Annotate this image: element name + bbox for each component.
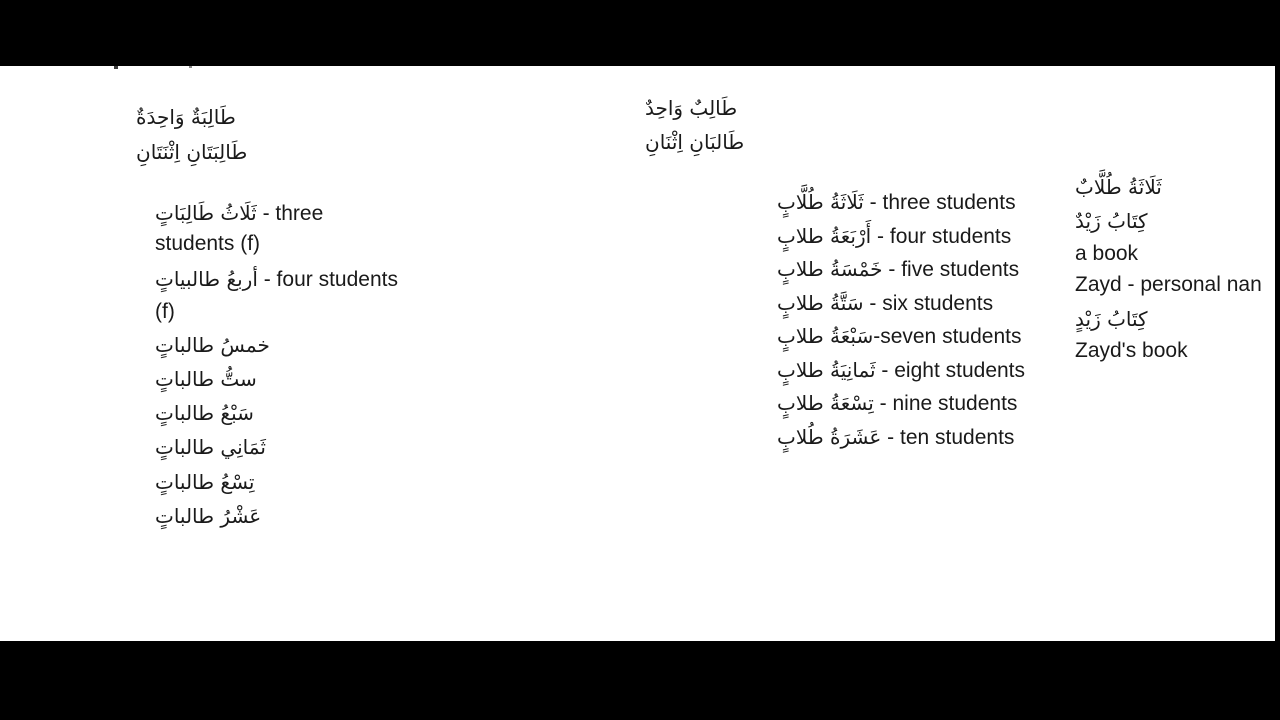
female-item-english: - three <box>256 202 324 225</box>
male-item-english: - eight students <box>875 359 1026 382</box>
male-item-arabic: أَرْبَعَةُ طلابٍ <box>777 224 872 248</box>
right-arabic-text: ثَلَاثَةُ طُلَّابٌ <box>1075 175 1162 199</box>
male-list-item <box>777 254 1019 285</box>
right-line <box>1075 172 1162 203</box>
male-list-item <box>777 221 1011 252</box>
male-list-item <box>777 388 1017 419</box>
female-list-item <box>155 467 254 498</box>
female-item-arabic: سَبْعُ طالباتٍ <box>155 401 254 425</box>
male-item-arabic: خَمْسَةُ طلابٍ <box>777 257 883 281</box>
female-item-arabic: ثَمَانِي طالباتٍ <box>155 435 266 459</box>
female-item-arabic: ستُّ طالباتٍ <box>155 367 257 391</box>
female-item-arabic: خمسُ طالباتٍ <box>155 333 270 357</box>
male-item-english: - five students <box>882 258 1020 281</box>
right-english-text: Zayd's book <box>1075 339 1188 362</box>
male-list-item <box>777 355 1025 386</box>
female-item-english-cont: students (f) <box>155 232 261 255</box>
male-item-arabic: سَتَّةُ طلابٍ <box>777 291 864 315</box>
right-line <box>1075 304 1148 335</box>
male-item-arabic: عَشَرَةُ طُلابٍ <box>777 425 882 449</box>
female-list-item <box>155 264 398 295</box>
right-arabic-text: كِتَابُ زَيْدٌ <box>1075 209 1148 233</box>
female-one-line <box>136 102 236 133</box>
female-list-item <box>155 364 257 395</box>
male-item-arabic: تِسْعَةُ طلابٍ <box>777 391 874 415</box>
male-list-item <box>777 187 1016 218</box>
female-list-item <box>155 330 270 361</box>
male-item-arabic: سَبْعَةُ طلابٍ <box>777 324 874 348</box>
female-list-item-cont <box>155 229 260 259</box>
male-one-line <box>645 93 737 124</box>
male-item-arabic: ثَلَاثَةُ طُلَّابٍ <box>777 190 864 214</box>
female-one-text: طَالِبَةٌ وَاحِدَةٌ <box>136 105 236 129</box>
female-list-item <box>155 398 254 429</box>
right-line <box>1075 336 1188 366</box>
right-line <box>1075 239 1138 269</box>
right-line <box>1075 206 1148 237</box>
male-two-line <box>645 127 744 158</box>
male-list-item <box>777 422 1014 453</box>
right-arabic-text: كِتَابُ زَيْدٍ <box>1075 307 1148 331</box>
cursor-mark <box>114 66 118 69</box>
female-item-arabic: أربعُ طالبياتٍ <box>155 267 258 291</box>
female-item-arabic: تِسْعُ طالباتٍ <box>155 470 255 494</box>
document-page <box>0 66 1275 641</box>
male-one-text: طَالِبٌ وَاحِدٌ <box>645 96 738 120</box>
male-item-english: - nine students <box>873 392 1018 415</box>
male-item-english: - six students <box>863 292 994 315</box>
female-item-arabic: ثَلَاثُ طَالِبَاتٍ <box>155 201 257 225</box>
right-line <box>1075 270 1262 300</box>
male-item-arabic: ثَمانِيَةُ طلابٍ <box>777 358 876 382</box>
male-item-english: -seven students <box>873 325 1022 348</box>
male-list-item <box>777 288 993 319</box>
female-two-text: طَالِبَتَانِ اِثْنَتَانِ <box>136 140 248 164</box>
male-item-english: - three students <box>863 191 1016 214</box>
male-item-english: - four students <box>871 225 1012 248</box>
female-item-english: - four students <box>257 268 398 291</box>
male-list-item <box>777 321 1021 352</box>
female-list-item <box>155 501 261 532</box>
female-list-item-cont <box>155 297 175 327</box>
text-mark <box>189 66 192 68</box>
female-list-item <box>155 432 266 463</box>
right-english-text: a book <box>1075 242 1139 265</box>
female-two-line <box>136 137 247 168</box>
female-item-english-cont: (f) <box>155 300 175 323</box>
female-list-item <box>155 198 323 229</box>
male-item-english: - ten students <box>881 426 1015 449</box>
male-two-text: طَالبَانِ اِثْنَانِ <box>645 130 745 154</box>
female-item-arabic: عَشْرُ طالباتٍ <box>155 504 262 528</box>
right-english-text: Zayd - personal nan <box>1075 273 1262 296</box>
